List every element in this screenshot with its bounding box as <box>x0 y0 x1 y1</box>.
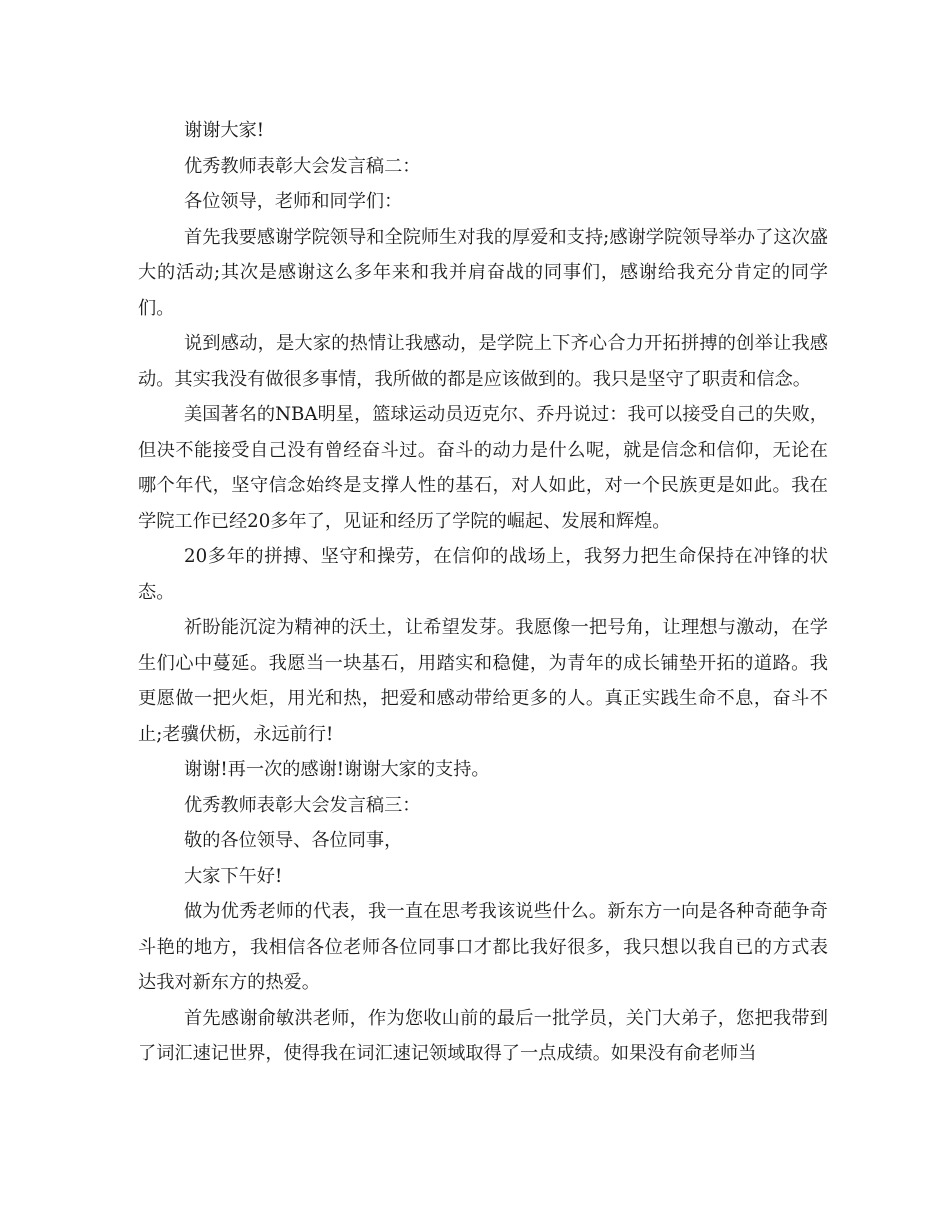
speech-two-paragraph: 说到感动，是大家的热情让我感动，是学院上下齐心合力开拓拼搏的创举让我感动。其实我没有做很多事情，我所做的都是应该做到的。我只是坚守了职责和信念。 <box>138 333 828 390</box>
document-body <box>138 113 828 1072</box>
speech-three-paragraph: 做为优秀老师的代表，我一直在思考我该说些什么。新东方一向是各种奇葩争奇斗艳的地方，我相信各位老师各位同事口才都比我好很多，我只想以我自已的方式表达我对新东方的热爱。 <box>138 901 828 993</box>
speech-three-greeting: 大家下午好! <box>184 865 283 887</box>
speech-three-paragraph: 首先感谢俞敏洪老师，作为您收山前的最后一批学员，关门大弟子，您把我带到了词汇速记世界，使得我在词汇速记领域取得了一点成绩。如果没有俞老师当 <box>138 1007 828 1064</box>
closing-thanks: 谢谢大家! <box>184 120 265 141</box>
speech-three-title: 优秀教师表彰大会发言稿三： <box>184 794 421 816</box>
speech-two-paragraph: 首先我要感谢学院领导和全院师生对我的厚爱和支持;感谢学院领导举办了这次盛大的活动;其次是感谢这么多年来和我并肩奋战的同事们，感谢给我充分肯定的同学们。 <box>138 226 828 319</box>
speech-two-closing: 谢谢!再一次的感谢!谢谢大家的支持。 <box>184 759 490 780</box>
speech-two-salutation: 各位领导，老师和同学们： <box>184 191 403 212</box>
speech-two-paragraph: 美国著名的NBA明星，篮球运动员迈克尔、乔丹说过：我可以接受自己的失败，但决不能接受自己没有曾经奋斗过。奋斗的动力是什么呢，就是信念和信仰，无论在哪个年代，坚守信念始终是支撑人性的基石，对人如此，对一个民族更是如此。我在学院工作已经20多年了，见证和经历了学院的崛起、发展和辉煌。 <box>138 404 828 532</box>
speech-two-title: 优秀教师表彰大会发言稿二： <box>184 155 421 177</box>
speech-two-paragraph: 20多年的拼搏、坚守和操劳，在信仰的战场上，我努力把生命保持在冲锋的状态。 <box>138 546 828 603</box>
speech-three-salutation: 敬的各位领导、各位同事， <box>184 830 403 851</box>
speech-two-paragraph: 祈盼能沉淀为精神的沃土，让希望发芽。我愿像一把号角，让理想与激动，在学生们心中蔓延。我愿当一块基石，用踏实和稳健，为青年的成长铺垫开拓的道路。我更愿做一把火炬，用光和热，把爱和感动带给更多的人。真正实践生命不息，奋斗不止;老骥伏枥，永远前行! <box>138 617 828 745</box>
